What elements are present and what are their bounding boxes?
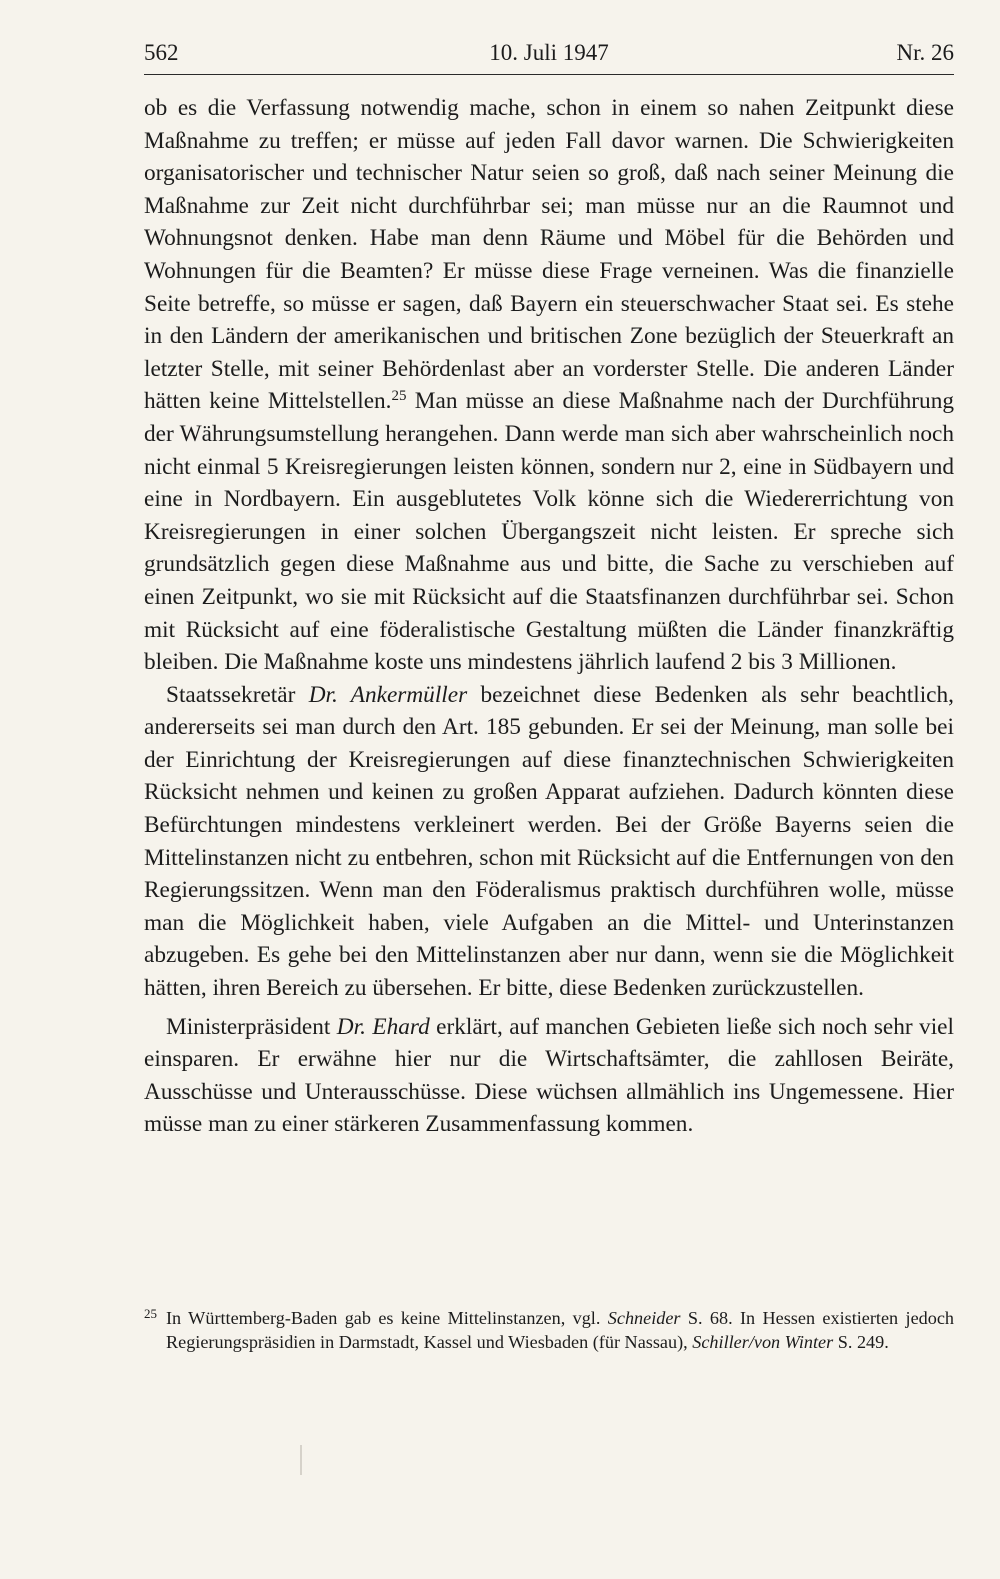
- speaker-name-ankermueller: Dr. Ankermüller: [308, 681, 468, 708]
- footnote-text-a: In Württemberg-Baden gab es keine Mittelinstanzen, vgl.: [166, 1308, 608, 1328]
- footnote-ref-25: 25: [391, 388, 407, 405]
- paper-mark: [300, 1445, 302, 1475]
- page-number: 562: [144, 40, 179, 65]
- footnote-ref-schiller: Schiller/von Winter: [692, 1332, 834, 1352]
- paragraph-1-continuation: Man müsse an diese Maßnahme nach der Durchführung der Währungsumstellung herangehen. Dann werde man sich aber wahrscheinlich noch nicht einmal 5 Kreisregierungen leisten können, sondern nur 2, eine in Südbayern und eine in Nordbayern. Ein ausgeblutetes Volk könne sich die Wiedererrichtung von Kreisregierungen in einer solchen Übergangszeit nicht leisten. Er spreche sich grundsätzlich gegen diese Maßnahme aus und bitte, die Sache zu verschieben auf einen Zeitpunkt, wo sie mit Rücksicht auf die Staatsfinanzen durchführbar sei. Schon mit Rücksicht auf eine föderalistische Gestaltung müßten die Länder finanzkräftig bleiben. Die Maßnahme koste uns mindestens jährlich laufend 2 bis 3 Millionen.: [144, 388, 955, 676]
- footnote-ref-schneider: Schneider: [607, 1308, 681, 1328]
- page-header: [144, 34, 954, 75]
- paragraph-1-text: ob es die Verfassung notwendig mache, schon in einem so nahen Zeitpunkt diese Maßnahme zu treffen; er müsse auf jeden Fall davor warnen. Die Schwierigkeiten organisatorischer und technischer Natur seien so groß, daß nach seiner Meinung die Maßnahme zur Zeit nicht durchführbar sei; man müsse nur an die Raumnot und Wohnungsnot denken. Habe man denn Räume und Möbel für die Behörden und Wohnungen für die Beamten? Er müsse diese Frage verneinen. Was die finanzielle Seite betreffe, so müsse er sagen, daß Bayern ein steuerschwacher Staat sei. Es stehe in den Ländern der amerikanischen und britischen Zone bezüglich der Steuerkraft an letzter Stelle, mit seiner Behördenlast aber an vorderster Stelle. Die anderen Länder hätten keine Mittelstellen.: [144, 95, 954, 415]
- paragraph-2: [144, 679, 954, 1005]
- footnotes: [144, 1306, 954, 1354]
- footnote-text-c: S. 249.: [833, 1332, 889, 1352]
- speaker-name-ehard: Dr. Ehard: [336, 1013, 430, 1040]
- footnote-text-b: S. 68. In Hessen existierten jedoch Regierungspräsidien in Darmstadt, Kassel und Wiesbaden (für Nassau),: [166, 1308, 954, 1352]
- paragraph-2-text: bezeichnet diese Bedenken als sehr beachtlich, andererseits sei man durch den Art. 185 gebunden. Er sei der Meinung, man solle bei der Einrichtung der Kreisregierungen auf diese finanztechnischen Schwierigkeiten Rücksicht nehmen und keinen zu großen Apparat aufziehen. Dadurch könnten diese Befürchtungen mindestens verkleinert werden. Bei der Größe Bayerns seien die Mittelinstanzen nicht zu entbehren, schon mit Rücksicht auf die Entfernungen von den Regierungssitzen. Wenn man den Föderalismus praktisch durchführen wolle, müsse man die Möglichkeit haben, viele Aufgaben an die Mittel- und Unterinstanzen abzugeben. Es gehe bei den Mittelinstanzen aber nur dann, wenn sie die Möglichkeit hätten, ihren Bereich zu übersehen. Er bitte, diese Bedenken zurückzustellen.: [144, 681, 954, 1002]
- header-date: 10. Juli 1947: [489, 40, 609, 65]
- footnote-number: 25: [144, 1306, 157, 1321]
- footnote-25: [144, 1306, 954, 1354]
- paragraph-2-lead: Staatssekretär: [166, 681, 309, 708]
- paragraph-3: [144, 1011, 954, 1141]
- paragraph-1: [144, 92, 954, 679]
- body-text: [144, 92, 954, 1141]
- paragraph-3-text: erklärt, auf manchen Gebieten ließe sich noch sehr viel einsparen. Er erwähne hier nur die Wirtschaftsämter, die zahllosen Beiräte, Ausschüsse und Unterausschüsse. Diese wüchsen allmählich ins Ungemessene. Hier müsse man zu einer stärkeren Zusammenfassung kommen.: [144, 1013, 954, 1138]
- paragraph-3-lead: Ministerpräsident: [166, 1013, 337, 1040]
- issue-number: Nr. 26: [896, 40, 954, 65]
